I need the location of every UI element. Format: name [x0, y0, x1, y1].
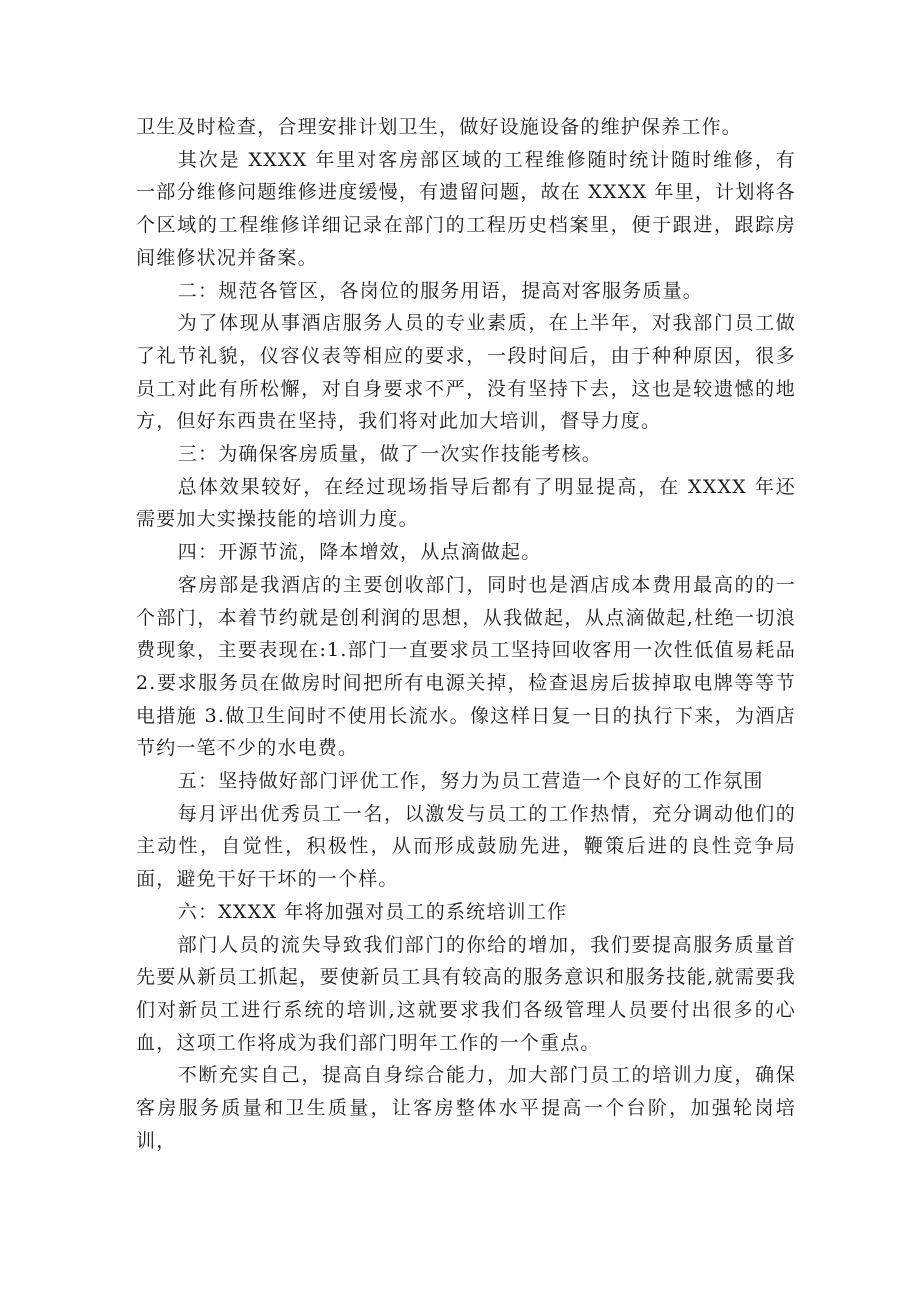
section-heading-5: 五：坚持做好部门评优工作，努力为员工营造一个良好的工作氛围	[177, 770, 764, 793]
paragraph-evaluation: 每月评出优秀员工一名，以激发与员工的工作热情，充分调动他们的主动性，自觉性，积极性，从而形成鼓励先进，鞭策后进的良性竞争局面，避免干好干坏的一个样。	[136, 802, 796, 891]
paragraph-skills: 总体效果较好，在经过现场指导后都有了明显提高，在 XXXX 年还需要加大实操技能的培训力度。	[136, 475, 796, 531]
paragraph-etiquette: 为了体现从事酒店服务人员的专业素质，在上半年，对我部门员工做了礼节礼貌，仪容仪表等相应的要求，一段时间后，由于种种原因，很多员工对此有所松懈，对自身要求不严，没有坚持下去，这也是较遗憾的地方，但好东西贵在坚持，我们将对此加大培训，督导力度。	[136, 312, 796, 433]
paragraph-training: 部门人员的流失导致我们部门的你给的增加，我们要提高服务质量首先要从新员工抓起，要使新员工具有较高的服务意识和服务技能,就需要我们对新员工进行系统的培训,这就要求我们各级管理人员要付出很多的心血，这项工作将成为我们部门明年工作的一个重点。	[136, 933, 796, 1054]
section-heading-4: 四：开源节流，降本增效，从点滴做起。	[177, 541, 542, 564]
document-body	[136, 111, 796, 1158]
paragraph-improvement: 不断充实自己，提高自身综合能力，加大部门员工的培训力度，确保客房服务质量和卫生质量，让客房整体水平提高一个台阶，加强轮岗培训，	[136, 1064, 796, 1152]
section-heading-3: 三：为确保客房质量，做了一次实作技能考核。	[177, 443, 602, 466]
paragraph-maintenance: 其次是 XXXX 年里对客房部区域的工程维修随时统计随时维修，有一部分维修问题维修进度缓慢，有遗留问题，故在 XXXX 年里，计划将各个区域的工程维修详细记录在部门的工程历史档案里，便于跟进，跟踪房间维修状况并备案。	[136, 148, 796, 269]
section-heading-6: 六：XXXX 年将加强对员工的系统培训工作	[177, 900, 568, 923]
section-heading-2: 二：规范各管区，各岗位的服务用语，提高对客服务质量。	[177, 279, 703, 302]
paragraph-cost-saving: 客房部是我酒店的主要创收部门，同时也是酒店成本费用最高的的一个部门，本着节约就是创利润的思想，从我做起，从点滴做起,杜绝一切浪费现象，主要表现在:1.部门一直要求员工坚持回收客用一次性低值易耗品 2.要求服务员在做房时间把所有电源关掉，检查退房后拔掉取电牌等等节电措施 3.做卫生间时不使用长流水。像这样日复一日的执行下来，为酒店节约一笔不少的水电费。	[136, 573, 796, 760]
paragraph-continued: 卫生及时检查，合理安排计划卫生，做好设施设备的维护保养工作。	[136, 116, 743, 138]
